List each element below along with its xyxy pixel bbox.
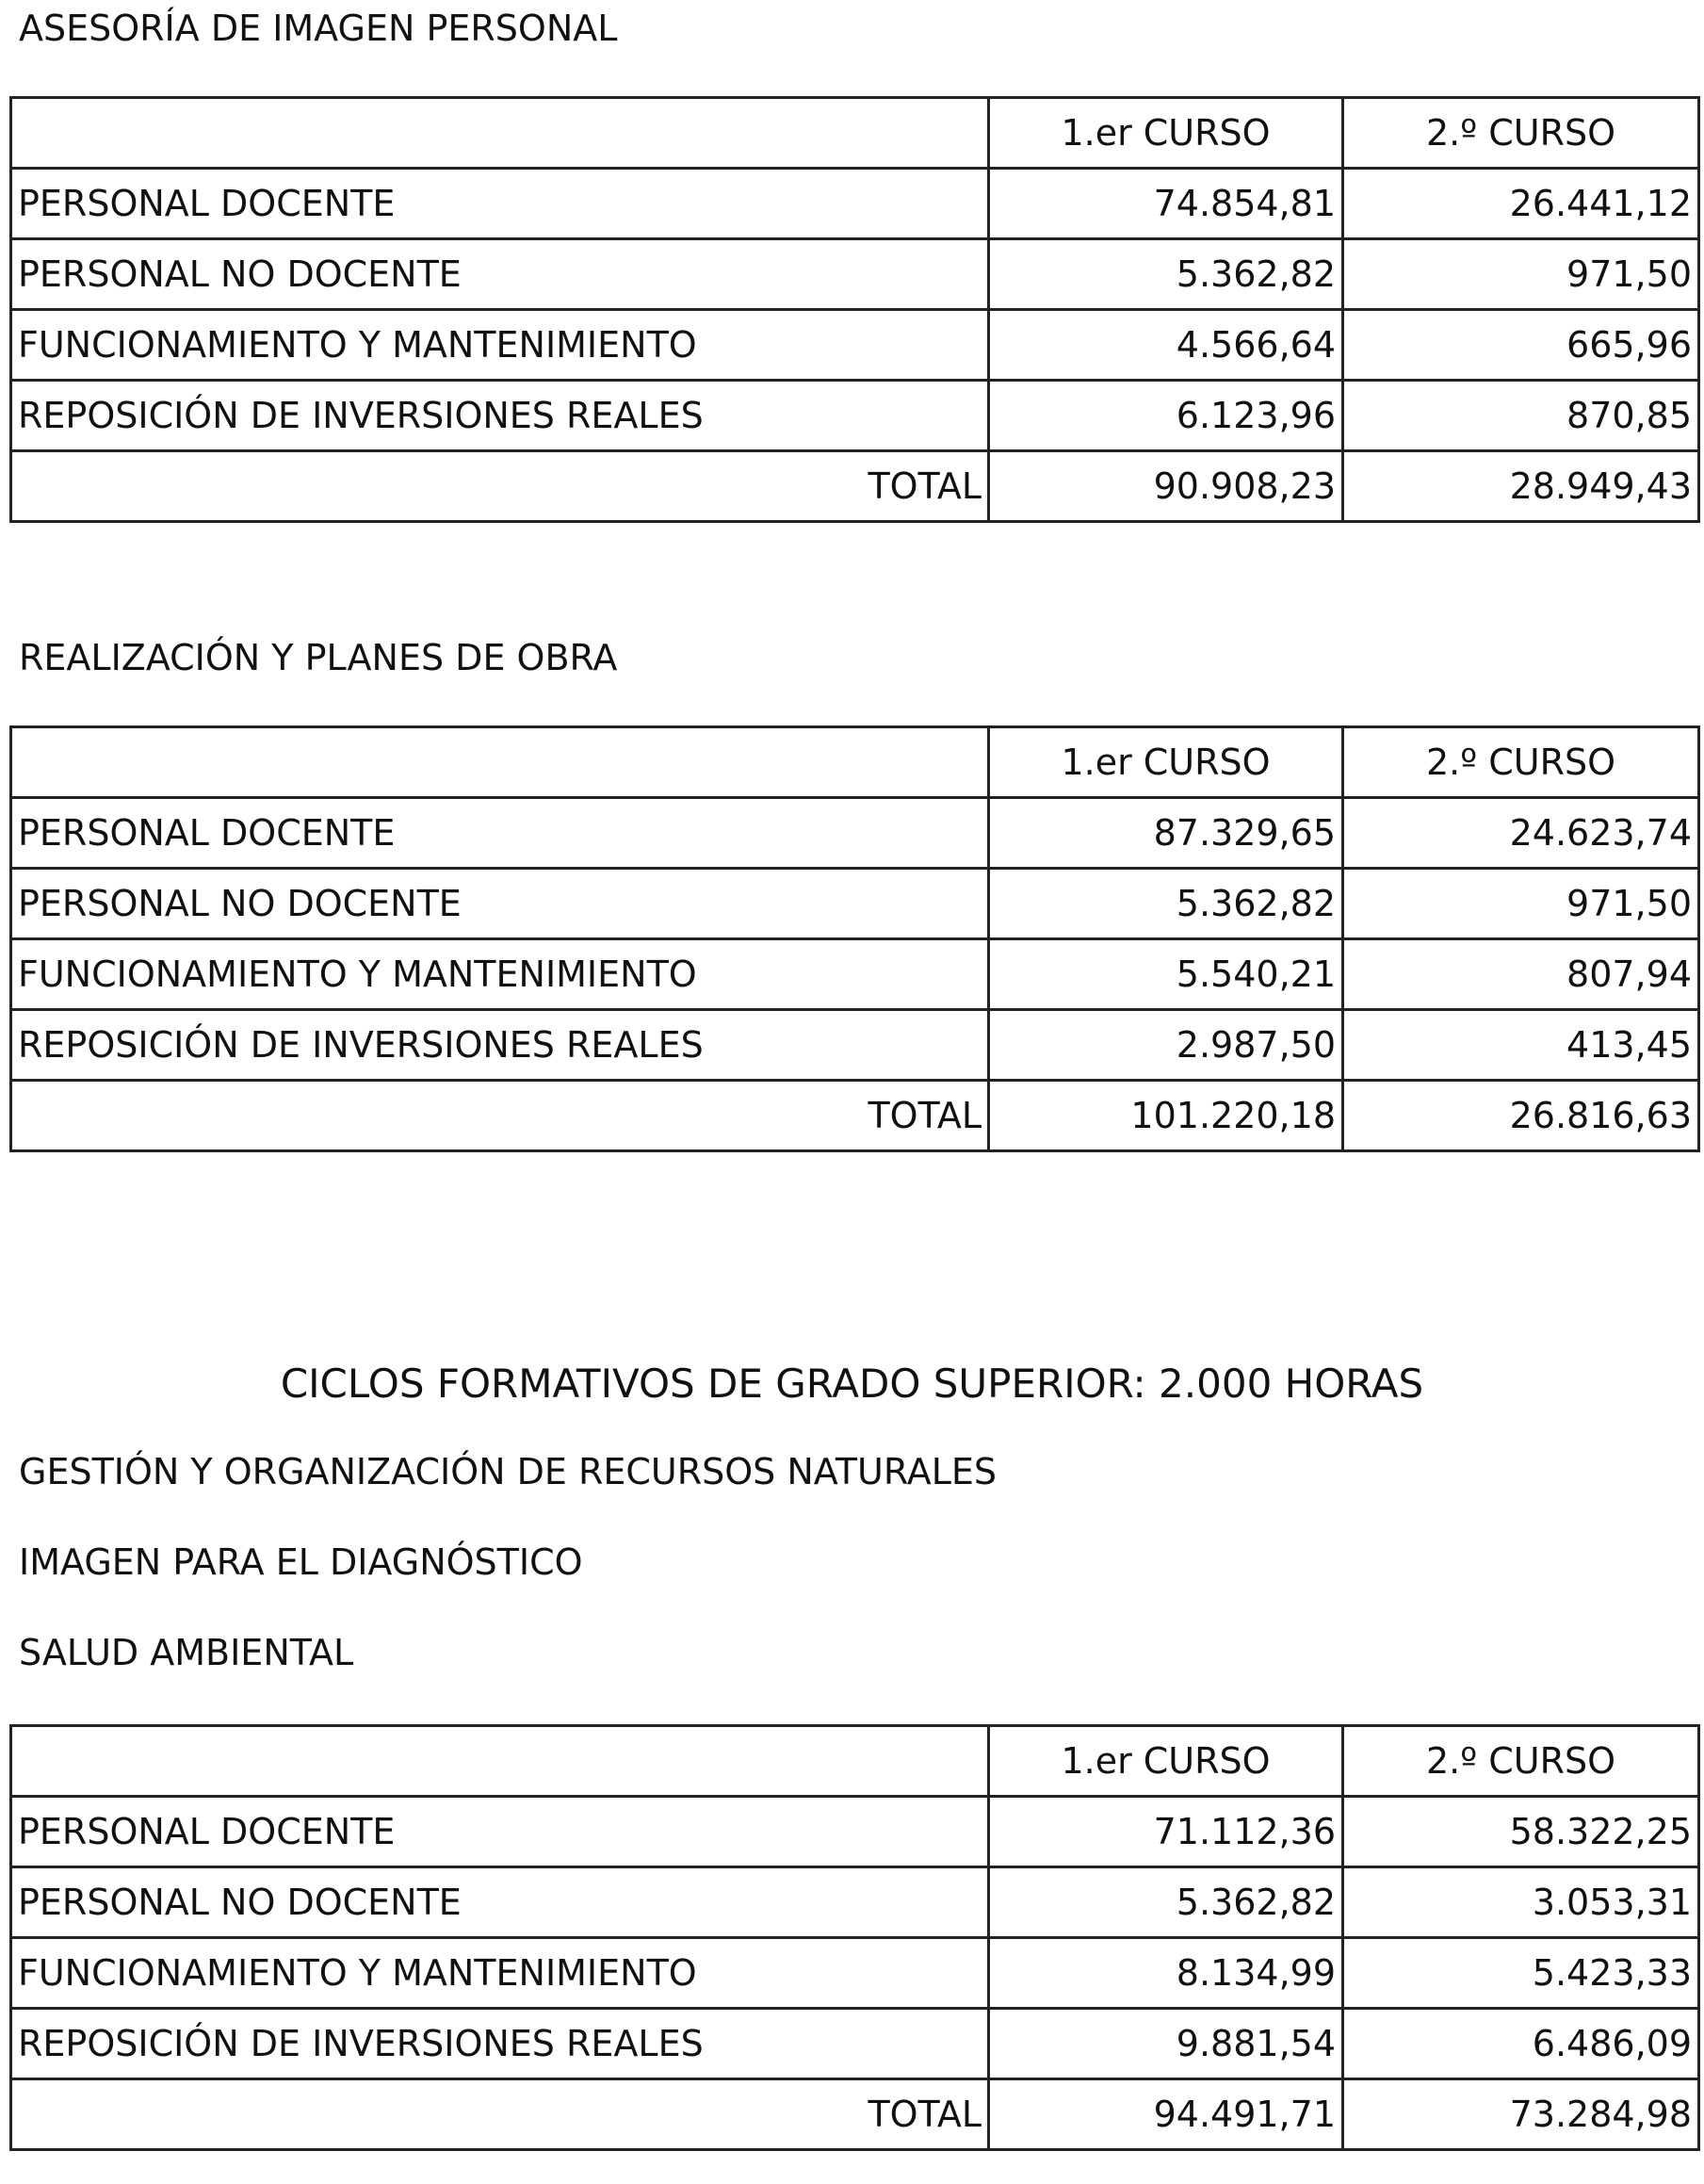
table-row	[11, 939, 1699, 1010]
section-title-realizacion: REALIZACIÓN Y PLANES DE OBRA	[19, 637, 618, 678]
row-concept: PERSONAL NO DOCENTE	[11, 869, 989, 939]
row-first-year-value: 5.362,82	[989, 239, 1343, 310]
table-row	[11, 310, 1699, 381]
row-first-year-value: 71.112,36	[989, 1797, 1343, 1867]
row-second-year-value: 971,50	[1343, 239, 1699, 310]
cycle-name: GESTIÓN Y ORGANIZACIÓN DE RECURSOS NATURALES	[19, 1451, 998, 1492]
total-label: TOTAL	[11, 2079, 989, 2150]
row-concept: PERSONAL NO DOCENTE	[11, 239, 989, 310]
total-row	[11, 1081, 1699, 1151]
row-second-year-value: 26.441,12	[1343, 169, 1699, 239]
row-first-year-value: 8.134,99	[989, 1938, 1343, 2009]
table-row	[11, 798, 1699, 869]
row-first-year-value: 74.854,81	[989, 169, 1343, 239]
row-concept: PERSONAL DOCENTE	[11, 169, 989, 239]
row-first-year-value: 2.987,50	[989, 1010, 1343, 1081]
total-second-year-value: 73.284,98	[1343, 2079, 1699, 2150]
table-row	[11, 239, 1699, 310]
row-second-year-value: 971,50	[1343, 869, 1699, 939]
row-second-year-value: 24.623,74	[1343, 798, 1699, 869]
budget-table-asesoria	[9, 96, 1700, 523]
row-second-year-value: 6.486,09	[1343, 2009, 1699, 2079]
table-row	[11, 1938, 1699, 2009]
header-first-year: 1.er CURSO	[989, 1726, 1343, 1797]
table-row	[11, 381, 1699, 451]
header-concept	[11, 1726, 989, 1797]
table-row	[11, 1797, 1699, 1867]
header-second-year: 2.º CURSO	[1343, 98, 1699, 169]
header-concept	[11, 727, 989, 798]
row-concept: FUNCIONAMIENTO Y MANTENIMIENTO	[11, 1938, 989, 2009]
row-concept: REPOSICIÓN DE INVERSIONES REALES	[11, 381, 989, 451]
row-first-year-value: 5.362,82	[989, 869, 1343, 939]
row-first-year-value: 5.362,82	[989, 1867, 1343, 1938]
row-concept: REPOSICIÓN DE INVERSIONES REALES	[11, 1010, 989, 1081]
total-label: TOTAL	[11, 451, 989, 522]
row-second-year-value: 5.423,33	[1343, 1938, 1699, 2009]
table-header-row	[11, 727, 1699, 798]
budget-table-grado-superior	[9, 1724, 1700, 2151]
row-second-year-value: 58.322,25	[1343, 1797, 1699, 1867]
total-second-year-value: 26.816,63	[1343, 1081, 1699, 1151]
row-first-year-value: 6.123,96	[989, 381, 1343, 451]
row-first-year-value: 4.566,64	[989, 310, 1343, 381]
total-second-year-value: 28.949,43	[1343, 451, 1699, 522]
row-second-year-value: 665,96	[1343, 310, 1699, 381]
row-concept: PERSONAL DOCENTE	[11, 798, 989, 869]
row-first-year-value: 87.329,65	[989, 798, 1343, 869]
table-row	[11, 869, 1699, 939]
total-row	[11, 451, 1699, 522]
row-first-year-value: 5.540,21	[989, 939, 1343, 1010]
header-second-year: 2.º CURSO	[1343, 1726, 1699, 1797]
header-first-year: 1.er CURSO	[989, 727, 1343, 798]
table-row	[11, 2009, 1699, 2079]
row-second-year-value: 413,45	[1343, 1010, 1699, 1081]
table-header-row	[11, 98, 1699, 169]
grado-superior-heading: CICLOS FORMATIVOS DE GRADO SUPERIOR: 2.000 HORAS	[280, 1361, 1424, 1407]
row-concept: PERSONAL DOCENTE	[11, 1797, 989, 1867]
row-concept: FUNCIONAMIENTO Y MANTENIMIENTO	[11, 310, 989, 381]
row-concept: FUNCIONAMIENTO Y MANTENIMIENTO	[11, 939, 989, 1010]
header-second-year: 2.º CURSO	[1343, 727, 1699, 798]
row-second-year-value: 3.053,31	[1343, 1867, 1699, 1938]
table-header-row	[11, 1726, 1699, 1797]
total-row	[11, 2079, 1699, 2150]
cycle-name: IMAGEN PARA EL DIAGNÓSTICO	[19, 1541, 583, 1583]
cycle-name: SALUD AMBIENTAL	[19, 1632, 354, 1673]
header-first-year: 1.er CURSO	[989, 98, 1343, 169]
header-concept	[11, 98, 989, 169]
table-row	[11, 169, 1699, 239]
budget-table-realizacion	[9, 725, 1700, 1152]
total-first-year-value: 94.491,71	[989, 2079, 1343, 2150]
table-row	[11, 1867, 1699, 1938]
row-second-year-value: 870,85	[1343, 381, 1699, 451]
row-first-year-value: 9.881,54	[989, 2009, 1343, 2079]
table-row	[11, 1010, 1699, 1081]
total-first-year-value: 101.220,18	[989, 1081, 1343, 1151]
total-label: TOTAL	[11, 1081, 989, 1151]
row-concept: REPOSICIÓN DE INVERSIONES REALES	[11, 2009, 989, 2079]
row-second-year-value: 807,94	[1343, 939, 1699, 1010]
total-first-year-value: 90.908,23	[989, 451, 1343, 522]
section-title-asesoria: ASESORÍA DE IMAGEN PERSONAL	[19, 8, 618, 49]
row-concept: PERSONAL NO DOCENTE	[11, 1867, 989, 1938]
